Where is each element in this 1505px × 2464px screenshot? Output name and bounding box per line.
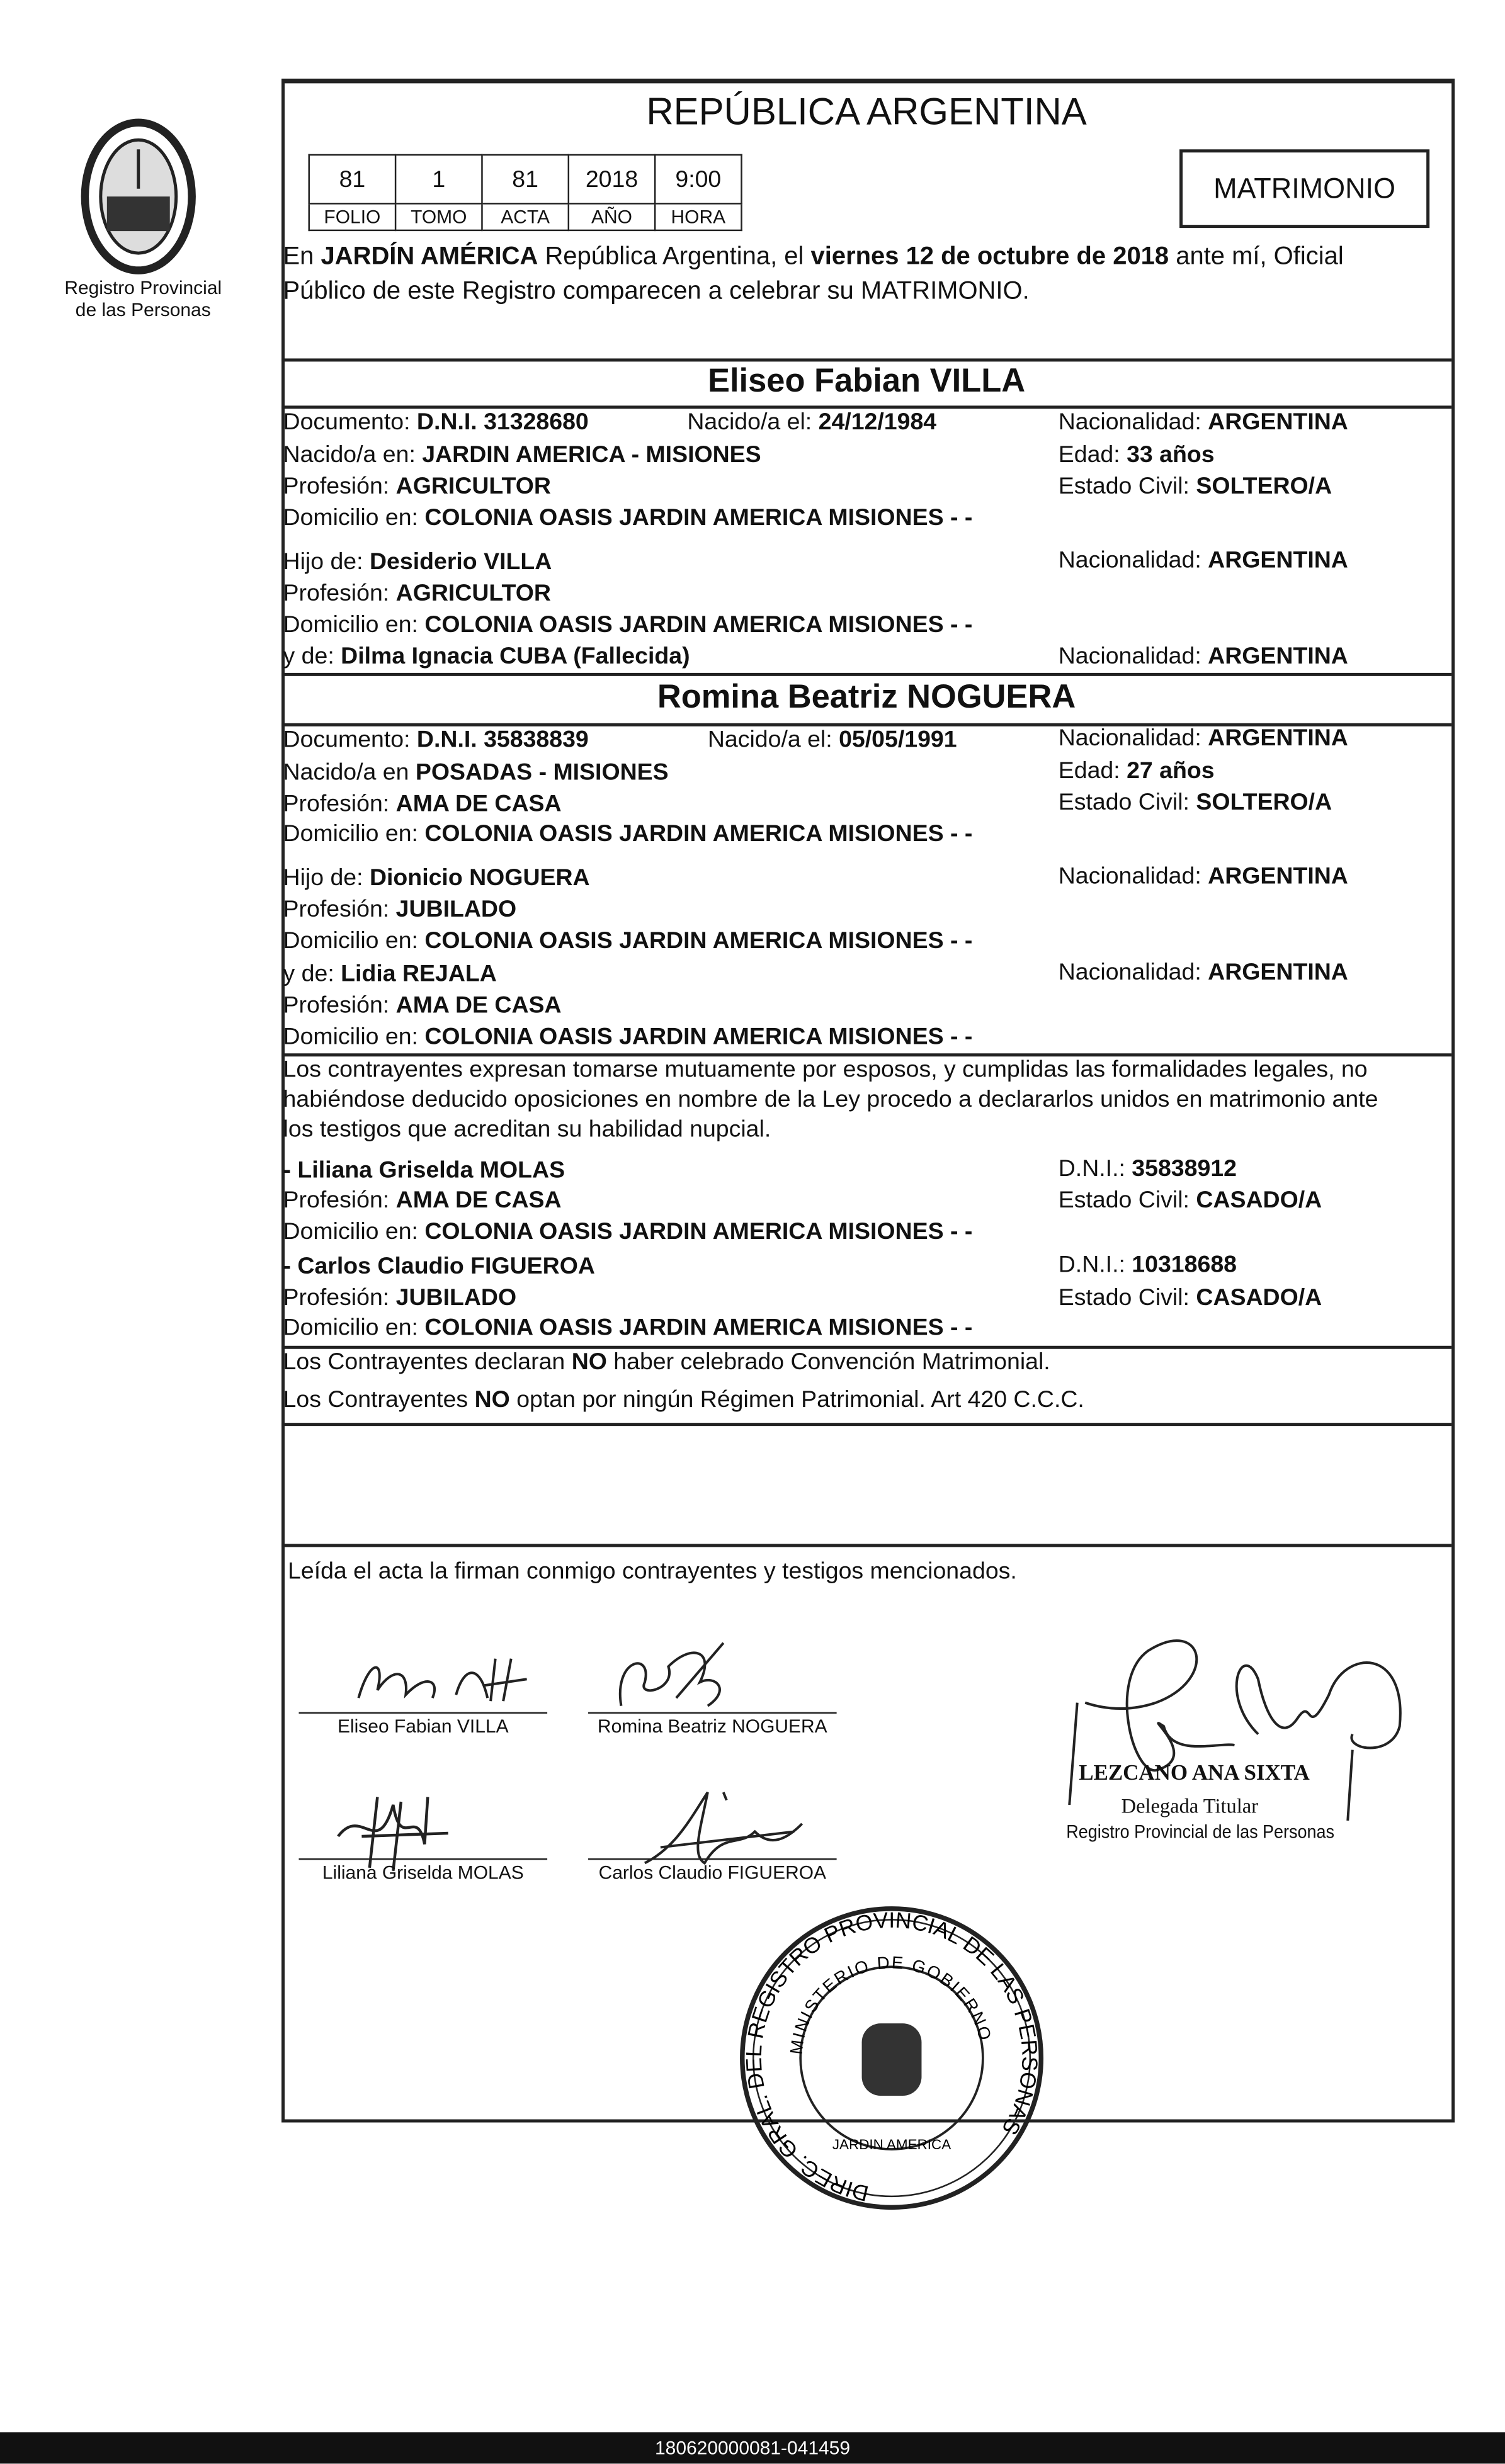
witness-dom: COLONIA OASIS JARDIN AMERICA MISIONES - - (424, 1218, 973, 1245)
spouse1-nat: ARGENTINA (1208, 409, 1348, 436)
declaration-text (283, 1055, 1378, 1144)
signature-official (1046, 1632, 1439, 1821)
witness-name: - Carlos Claudio FIGUEROA (283, 1253, 595, 1280)
intro-p2: República Argentina, el (538, 244, 811, 271)
spouse1-birthplace: JARDIN AMERICA - MISIONES (422, 441, 761, 469)
spouse2-mother-nat: ARGENTINA (1208, 959, 1348, 986)
folio-value: 81 (309, 155, 395, 203)
signature-label-2: Romina Beatriz NOGUERA (588, 1712, 837, 1738)
text: Los Contrayentes declaran (283, 1348, 572, 1376)
declaration-line: Los contrayentes expresan tomarse mutuamente por esposos, y cumplidas las formalidades legales, no (283, 1056, 1368, 1083)
label: Nacionalidad: (1058, 725, 1208, 752)
spouse1-father-nat: ARGENTINA (1208, 547, 1348, 574)
witness-prof: AMA DE CASA (395, 1187, 562, 1214)
label: Hijo de: (283, 548, 370, 576)
intro-text (283, 240, 1344, 310)
witness-dni: 35838912 (1132, 1155, 1237, 1183)
closing-text: Leída el acta la firman conmigo contrayentes y testigos mencionados. (288, 1557, 1017, 1585)
label: Profesión: (283, 896, 396, 923)
logo-caption-2: de las Personas (75, 298, 211, 321)
label: y de: (283, 643, 341, 670)
label: Profesión: (283, 1187, 396, 1214)
year-value: 2018 (569, 155, 655, 203)
intro-line2: Público de este Registro comparecen a celebrar su MATRIMONIO. (283, 278, 1030, 305)
year-label: AÑO (569, 203, 655, 230)
spouse1-father-dom: COLONIA OASIS JARDIN AMERICA MISIONES - - (424, 611, 973, 638)
acta-value: 81 (482, 155, 568, 203)
spouse2-civil: SOLTERO/A (1196, 789, 1332, 817)
official-name: LEZCANO ANA SIXTA (1079, 1762, 1310, 1787)
label: Profesión: (283, 1284, 396, 1311)
label: Nacido/a en (283, 759, 416, 786)
signature-label-4: Carlos Claudio FIGUEROA (588, 1858, 837, 1884)
label: Nacionalidad: (1058, 547, 1208, 574)
spouse2-father-dom: COLONIA OASIS JARDIN AMERICA MISIONES - - (424, 927, 973, 954)
convention-line-2 (283, 1387, 1084, 1413)
witness-prof: JUBILADO (395, 1284, 517, 1311)
official-title: Delegada Titular (1121, 1794, 1258, 1817)
provincial-seal-logo (60, 118, 217, 275)
label: Nacionalidad: (1058, 409, 1208, 436)
label: D.N.I.: (1058, 1155, 1132, 1183)
official-stamp (739, 1890, 1054, 2220)
spouse2-mother: Lidia REJALA (341, 960, 497, 988)
declaration-line: los testigos que acreditan su habilidad nupcial. (283, 1116, 771, 1143)
official-office: Registro Provincial de las Personas (1066, 1820, 1334, 1843)
label: Estado Civil: (1058, 1284, 1196, 1311)
spouse2-father: Dionicio NOGUERA (369, 864, 590, 892)
spouse2-dom: COLONIA OASIS JARDIN AMERICA MISIONES - - (424, 820, 973, 848)
spouse2-father-nat: ARGENTINA (1208, 863, 1348, 890)
spouse1-doc: D.N.I. 31328680 (416, 409, 589, 436)
record-table (308, 154, 742, 231)
spouse2-birthplace: POSADAS - MISIONES (415, 759, 669, 786)
intro-date: viernes 12 de octubre de 2018 (810, 244, 1169, 271)
witness-civil: CASADO/A (1196, 1187, 1322, 1214)
label: Edad: (1058, 441, 1127, 469)
spouse1-name: Eliseo Fabian VILLA (707, 363, 1026, 400)
label: Profesión: (283, 992, 396, 1019)
spouse2-age: 27 años (1127, 757, 1215, 785)
label: Domicilio en: (283, 504, 425, 532)
label: Estado Civil: (1058, 1187, 1196, 1214)
spouse2-born: 05/05/1991 (839, 726, 957, 754)
label: Nacionalidad: (1058, 959, 1208, 986)
logo-caption (57, 277, 230, 321)
label: Nacido/a el: (707, 726, 839, 754)
witness-dni: 10318688 (1132, 1251, 1237, 1279)
hour-value: 9:00 (655, 155, 741, 203)
intro-place: JARDÍN AMÉRICA (321, 244, 538, 271)
text: Los Contrayentes (283, 1386, 475, 1414)
spouse1-age: 33 años (1127, 441, 1215, 469)
logo-caption-1: Registro Provincial (64, 276, 222, 299)
label: Hijo de: (283, 864, 370, 892)
intro-p3: ante mí, Oficial (1169, 244, 1344, 271)
witness-civil: CASADO/A (1196, 1284, 1322, 1311)
spouse2-name: Romina Beatriz NOGUERA (657, 679, 1076, 716)
text: NO (474, 1386, 510, 1414)
document-type-badge: MATRIMONIO (1179, 149, 1429, 228)
spouse2-prof: AMA DE CASA (395, 791, 562, 818)
spouse2-mother-dom: COLONIA OASIS JARDIN AMERICA MISIONES - - (424, 1023, 973, 1051)
declaration-line: habiéndose deducido oposiciones en nombre de la Ley procedo a declararlos unidos en matrimonio ante (283, 1086, 1378, 1114)
hour-label: HORA (655, 203, 741, 230)
label: Domicilio en: (283, 820, 425, 848)
page-title: REPÚBLICA ARGENTINA (646, 91, 1087, 134)
text: optan por ningún Régimen Patrimonial. Art 420 C.C.C. (509, 1386, 1084, 1414)
label: Edad: (1058, 757, 1127, 785)
label: Documento: (283, 726, 417, 754)
spouse2-mother-prof: AMA DE CASA (395, 992, 562, 1019)
folio-label: FOLIO (309, 203, 395, 230)
signature-label-3: Liliana Griselda MOLAS (299, 1858, 548, 1884)
label: Nacido/a en: (283, 441, 423, 469)
label: Domicilio en: (283, 1218, 425, 1245)
label: Nacido/a el: (687, 409, 819, 436)
label: Domicilio en: (283, 1023, 425, 1051)
label: Domicilio en: (283, 1314, 425, 1342)
spouse1-civil: SOLTERO/A (1196, 473, 1332, 500)
divider (281, 358, 1451, 361)
tomo-label: TOMO (395, 203, 482, 230)
label: Estado Civil: (1058, 473, 1196, 500)
label: Profesión: (283, 580, 396, 607)
witness-name: - Liliana Griselda MOLAS (283, 1157, 565, 1184)
spouse1-father-prof: AGRICULTOR (395, 580, 551, 607)
divider (281, 673, 1451, 676)
label: Nacionalidad: (1058, 863, 1208, 890)
label: y de: (283, 960, 341, 988)
spouse1-mother: Dilma Ignacia CUBA (Fallecida) (341, 643, 690, 670)
document-barcode-number: 180620000081-041459 (0, 2432, 1505, 2463)
label: Documento: (283, 409, 417, 436)
intro-p1: En (283, 244, 321, 271)
spouse2-doc: D.N.I. 35838839 (416, 726, 589, 754)
spouse2-father-prof: JUBILADO (395, 896, 517, 923)
spouse1-prof: AGRICULTOR (395, 473, 551, 500)
spouse2-nat: ARGENTINA (1208, 725, 1348, 752)
label: Estado Civil: (1058, 789, 1196, 817)
convention-line-1 (283, 1349, 1050, 1376)
spouse1-dom: COLONIA OASIS JARDIN AMERICA MISIONES - - (424, 504, 973, 532)
spouse1-mother-nat: ARGENTINA (1208, 643, 1348, 670)
label: D.N.I.: (1058, 1251, 1132, 1279)
label: Domicilio en: (283, 611, 425, 638)
stamp-town: JARDIN AMERICA (832, 2136, 951, 2152)
label: Nacionalidad: (1058, 643, 1208, 670)
divider (281, 1423, 1451, 1426)
label: Profesión: (283, 791, 396, 818)
signature-label-1: Eliseo Fabian VILLA (299, 1712, 548, 1738)
tomo-value: 1 (395, 155, 482, 203)
stamp-outer-text: DIREC. GRAL. DEL REGISTRO PROVINCIAL DE LAS PERSONAS (741, 1907, 1042, 2206)
divider (281, 1544, 1451, 1547)
label: Domicilio en: (283, 927, 425, 954)
label: Profesión: (283, 473, 396, 500)
signature-romina (605, 1635, 747, 1714)
spouse1-father: Desiderio VILLA (369, 548, 552, 576)
stamp-inner-text: MINISTERIO DE GOBIERNO (786, 1952, 996, 2055)
witness-dom: COLONIA OASIS JARDIN AMERICA MISIONES - - (424, 1314, 973, 1342)
signature-eliseo (346, 1651, 535, 1714)
text: NO (571, 1348, 607, 1376)
spouse1-born: 24/12/1984 (818, 409, 937, 436)
acta-label: ACTA (482, 203, 568, 230)
text: haber celebrado Convención Matrimonial. (606, 1348, 1050, 1376)
